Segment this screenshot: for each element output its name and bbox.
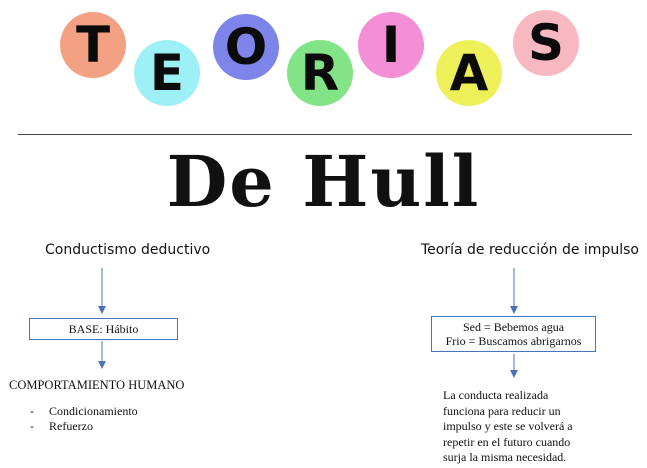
title-letter-circle	[60, 12, 126, 78]
paragraph-line: surja la misma necesidad.	[443, 450, 567, 464]
arrow-down-icon	[96, 268, 108, 316]
left-heading: Conductismo deductivo	[45, 242, 211, 258]
subtitle-de-hull: De Hull	[166, 140, 481, 223]
base-box-text: BASE: Hábito	[68, 322, 139, 336]
list-item-text: Condicionamiento	[49, 404, 138, 418]
arrow-down-icon	[96, 341, 108, 371]
title-letter-circle	[513, 10, 579, 76]
title-letter: I	[381, 16, 401, 74]
paragraph-line: repetir en el futuro cuando	[443, 434, 571, 449]
title-letter-circle	[134, 40, 200, 106]
examples-line: Sed = Bebemos agua	[462, 320, 565, 334]
title-letter-circle	[436, 40, 502, 106]
title-letter-circle	[287, 40, 353, 106]
examples-line: Frio = Buscamos abrigarnos	[445, 334, 582, 348]
title-letter: A	[449, 44, 489, 102]
paragraph-line: impulso y este se volverá a	[443, 419, 573, 433]
paragraph-line: funciona para reducir un	[443, 403, 561, 418]
arrow-down-icon	[508, 354, 520, 380]
list-item-text: Refuerzo	[49, 419, 93, 433]
arrow-down-icon	[508, 268, 520, 316]
paragraph-line: La conducta realizada	[443, 388, 549, 402]
list-item	[30, 404, 138, 419]
title-letter: R	[300, 44, 340, 102]
title-letter-circle	[358, 12, 424, 78]
list-dash: -	[30, 404, 34, 418]
behavior-list	[30, 404, 138, 434]
horizontal-divider	[18, 134, 632, 135]
title-letter: T	[75, 16, 111, 74]
list-dash: -	[30, 419, 34, 433]
right-heading: Teoría de reducción de impulso	[421, 242, 639, 258]
title-letter: S	[527, 14, 564, 72]
explanation-paragraph	[443, 388, 573, 466]
result-heading: COMPORTAMIENTO HUMANO	[9, 378, 185, 392]
title-letter: O	[224, 18, 268, 76]
title-letter-circle	[213, 14, 279, 80]
examples-box	[431, 316, 596, 352]
title-letter: E	[149, 44, 185, 102]
base-box	[29, 318, 178, 340]
list-item	[30, 419, 138, 434]
